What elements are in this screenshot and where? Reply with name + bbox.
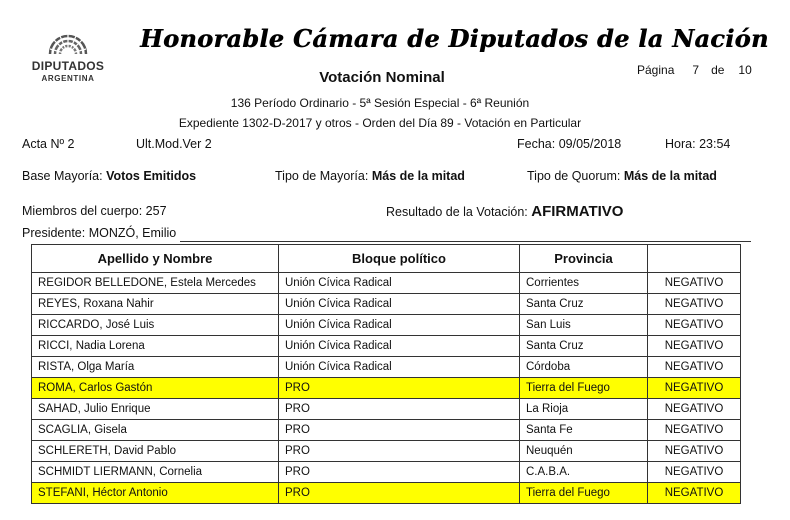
tipo-quorum-label: Tipo de Quorum:	[527, 169, 621, 183]
cell-name: SAHAD, Julio Enrique	[32, 399, 279, 420]
divider-line	[180, 241, 751, 242]
cell-name: SCHMIDT LIERMANN, Cornelia	[32, 462, 279, 483]
cell-vote: NEGATIVO	[648, 294, 741, 315]
tipo-quorum	[527, 169, 717, 183]
page-number: 7	[692, 63, 700, 77]
resultado-value: AFIRMATIVO	[531, 203, 624, 220]
hora-field	[665, 137, 730, 151]
page-of: de	[711, 63, 725, 77]
expediente-info: Expediente 1302-D-2017 y otros - Orden del Día 89 - Votación en Particular	[178, 116, 582, 130]
session-info: 136 Período Ordinario - 5ª Sesión Especial - 6ª Reunión	[230, 96, 530, 110]
cell-vote: NEGATIVO	[648, 378, 741, 399]
page-indicator	[637, 63, 752, 77]
cell-bloque: PRO	[279, 378, 520, 399]
logo-subtext: ARGENTINA	[41, 74, 95, 83]
cell-bloque: Unión Cívica Radical	[279, 315, 520, 336]
cell-bloque: Unión Cívica Radical	[279, 294, 520, 315]
table-header-row	[32, 245, 741, 273]
column-header-vote	[648, 245, 741, 273]
fecha-field	[517, 137, 621, 151]
cell-bloque: Unión Cívica Radical	[279, 357, 520, 378]
table-row	[32, 357, 741, 378]
cell-bloque: PRO	[279, 399, 520, 420]
cell-bloque: PRO	[279, 483, 520, 504]
page-label: Página	[637, 63, 675, 77]
table-row	[32, 399, 741, 420]
table-row	[32, 483, 741, 504]
cell-provincia: San Luis	[520, 315, 648, 336]
acta-number: Acta Nº 2	[22, 137, 75, 151]
cell-bloque: PRO	[279, 462, 520, 483]
cell-provincia: Santa Cruz	[520, 336, 648, 357]
document-title: Votación Nominal	[319, 69, 445, 86]
column-header-name: Apellido y Nombre	[32, 245, 279, 273]
cell-bloque: Unión Cívica Radical	[279, 273, 520, 294]
cell-vote: NEGATIVO	[648, 273, 741, 294]
cell-provincia: Tierra del Fuego	[520, 378, 648, 399]
cell-vote: NEGATIVO	[648, 336, 741, 357]
table-row	[32, 462, 741, 483]
presidente: Presidente: MONZÓ, Emilio	[22, 226, 177, 240]
chamber-dome-icon	[46, 24, 90, 58]
cell-name: REGIDOR BELLEDONE, Estela Mercedes	[32, 273, 279, 294]
cell-vote: NEGATIVO	[648, 399, 741, 420]
cell-provincia: Neuquén	[520, 441, 648, 462]
cell-name: RICCARDO, José Luis	[32, 315, 279, 336]
cell-vote: NEGATIVO	[648, 315, 741, 336]
fecha-value: 09/05/2018	[558, 137, 622, 151]
miembros-cuerpo: Miembros del cuerpo: 257	[22, 204, 167, 218]
cell-vote: NEGATIVO	[648, 420, 741, 441]
cell-provincia: La Rioja	[520, 399, 648, 420]
column-header-bloque: Bloque político	[279, 245, 520, 273]
cell-provincia: Santa Fe	[520, 420, 648, 441]
cell-provincia: Tierra del Fuego	[520, 483, 648, 504]
cell-vote: NEGATIVO	[648, 441, 741, 462]
cell-vote: NEGATIVO	[648, 462, 741, 483]
logo-text: DIPUTADOS	[31, 59, 105, 73]
cell-name: RISTA, Olga María	[32, 357, 279, 378]
table-row	[32, 336, 741, 357]
page-total: 10	[738, 63, 752, 77]
cell-bloque: PRO	[279, 441, 520, 462]
cell-vote: NEGATIVO	[648, 357, 741, 378]
cell-vote: NEGATIVO	[648, 483, 741, 504]
cell-name: SCHLERETH, David Pablo	[32, 441, 279, 462]
cell-provincia: C.A.B.A.	[520, 462, 648, 483]
chamber-title: Honorable Cámara de Diputados de la Nación	[140, 24, 769, 53]
hora-label: Hora:	[665, 137, 696, 151]
tipo-mayoria-value: Más de la mitad	[371, 169, 465, 183]
resultado-label: Resultado de la Votación:	[386, 205, 528, 219]
base-mayoria-label: Base Mayoría:	[22, 169, 103, 183]
cell-bloque: PRO	[279, 420, 520, 441]
cell-bloque: Unión Cívica Radical	[279, 336, 520, 357]
table-row	[32, 441, 741, 462]
base-mayoria-value: Votos Emitidos	[106, 169, 197, 183]
hora-value: 23:54	[699, 137, 731, 151]
tipo-mayoria-label: Tipo de Mayoría:	[275, 169, 369, 183]
base-mayoria	[22, 169, 196, 183]
cell-name: STEFANI, Héctor Antonio	[32, 483, 279, 504]
resultado-votacion	[386, 203, 623, 220]
cell-provincia: Corrientes	[520, 273, 648, 294]
cell-provincia: Santa Cruz	[520, 294, 648, 315]
version-label: Ult.Mod.Ver 2	[136, 137, 212, 151]
table-row	[32, 378, 741, 399]
column-header-provincia: Provincia	[520, 245, 648, 273]
table-row	[32, 294, 741, 315]
cell-name: RICCI, Nadia Lorena	[32, 336, 279, 357]
table-row	[32, 315, 741, 336]
fecha-label: Fecha:	[517, 137, 556, 151]
table-row	[32, 420, 741, 441]
cell-provincia: Córdoba	[520, 357, 648, 378]
cell-name: REYES, Roxana Nahir	[32, 294, 279, 315]
votes-table	[31, 244, 741, 504]
diputados-logo	[22, 24, 114, 90]
tipo-quorum-value: Más de la mitad	[623, 169, 717, 183]
table-row	[32, 273, 741, 294]
tipo-mayoria	[275, 169, 465, 183]
cell-name: SCAGLIA, Gisela	[32, 420, 279, 441]
cell-name: ROMA, Carlos Gastón	[32, 378, 279, 399]
